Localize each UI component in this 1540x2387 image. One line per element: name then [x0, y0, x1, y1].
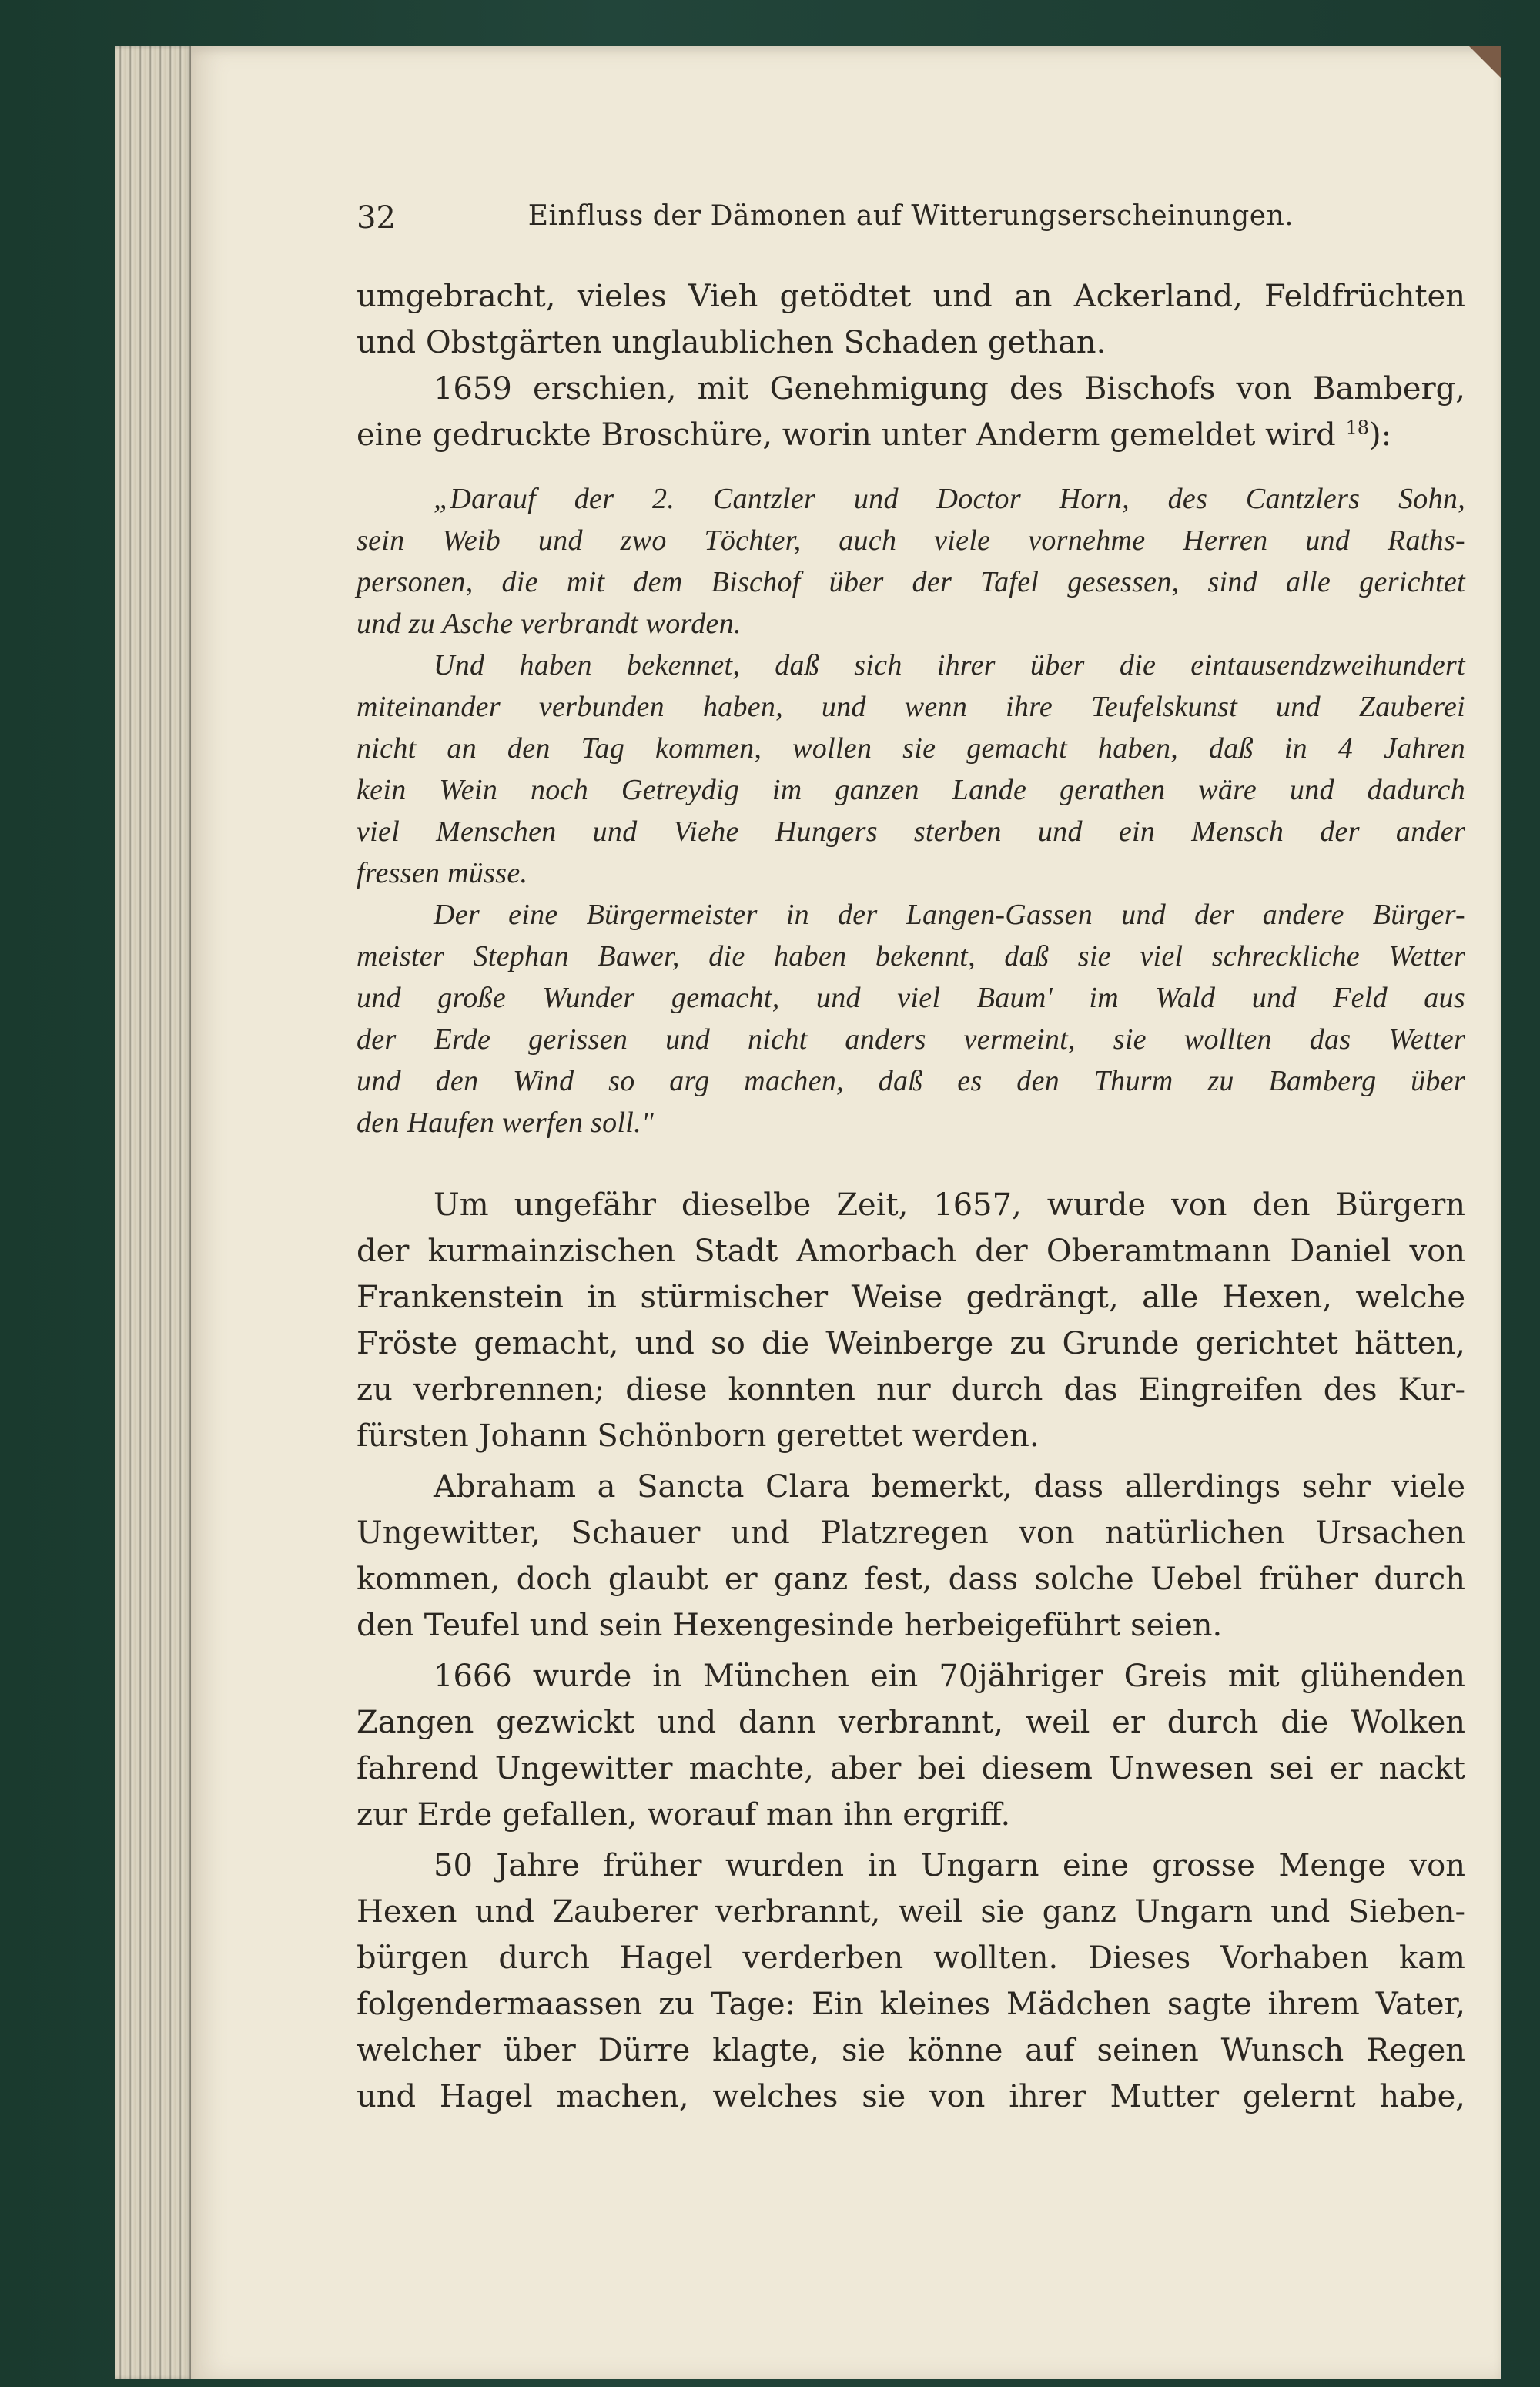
text-line: bürgen durch Hagel verderben wollten. Dieses Vorhaben kam [357, 1940, 1465, 1976]
text-line: 1666 wurde in München ein 70jähriger Greis mit glühenden [434, 1659, 1465, 1694]
text-line: und Obstgärten unglaublichen Schaden gethan. [357, 325, 1106, 360]
text-line: viel Menschen und Viehe Hungers sterben und ein Mensch der ander [357, 815, 1465, 848]
text-line: und Hagel machen, welches sie von ihrer Mutter gelernt habe, [357, 2079, 1465, 2114]
page-body [357, 273, 1465, 2120]
text-line: Frankenstein in stürmischer Weise gedrängt, alle Hexen, welche [357, 1280, 1465, 1315]
text-line: der kurmainzischen Stadt Amorbach der Oberamtmann Daniel von [357, 1234, 1465, 1269]
text-line: Ungewitter, Schauer und Platzregen von natürlichen Ursachen [357, 1515, 1465, 1551]
paragraph-1666 [357, 1653, 1465, 1838]
text-line: Und haben bekennet, daß sich ihrer über die eintausendzweihundert [434, 649, 1465, 681]
page-number: 32 [357, 200, 396, 236]
text-line: zu verbrennen; diese konnten nur durch das Eingreifen des Kur- [357, 1372, 1465, 1408]
text-line: Abraham a Sancta Clara bemerkt, dass allerdings sehr viele [434, 1469, 1465, 1505]
quote-paragraph [357, 478, 1465, 644]
text-line: „Darauf der 2. Cantzler und Doctor Horn, des Cantzlers Sohn, [434, 483, 1465, 515]
text-line: 1659 erschien, mit Genehmigung des Bischofs von Bamberg, [434, 371, 1465, 407]
text-line: welcher über Dürre klagte, sie könne auf seinen Wunsch Regen [357, 2033, 1465, 2068]
text-line: kommen, doch glaubt er ganz fest, dass solche Uebel früher durch [357, 1562, 1465, 1597]
text-line: und große Wunder gemacht, und viel Baum' im Wald und Feld aus [357, 982, 1465, 1014]
text-line: nicht an den Tag kommen, wollen sie gemacht haben, daß in 4 Jahren [357, 732, 1465, 765]
text-line: meister Stephan Bawer, die haben bekennt, daß sie viel schreckliche Wetter [357, 940, 1465, 973]
text-line: sein Weib und zwo Töchter, auch viele vornehme Herren und Raths- [357, 524, 1465, 557]
text-fragment: ): [1369, 417, 1392, 453]
text-line: Um ungefähr dieselbe Zeit, 1657, wurde von den Bürgern [434, 1187, 1465, 1223]
text-line: fürsten Johann Schönborn gerettet werden. [357, 1418, 1040, 1454]
paragraph-broschuere [357, 366, 1465, 458]
text-line: zur Erde gefallen, worauf man ihn ergriff. [357, 1797, 1011, 1833]
footnote-ref[interactable]: 18 [1345, 417, 1370, 439]
page-corner [1455, 46, 1502, 92]
book-page [191, 46, 1502, 2379]
paragraph-continuation [357, 273, 1465, 366]
quote-paragraph [357, 644, 1465, 894]
quote-paragraph [357, 894, 1465, 1143]
paragraph-amorbach [357, 1182, 1465, 1459]
text-line: Der eine Bürgermeister in der Langen-Gassen und der andere Bürger- [434, 899, 1465, 931]
paragraph-abraham [357, 1464, 1465, 1649]
text-line: fahrend Ungewitter machte, aber bei diesem Unwesen sei er nackt [357, 1751, 1465, 1786]
running-head: Einfluss der Dämonen auf Witterungserscheinungen. [527, 200, 1294, 232]
paragraph-ungarn [357, 1843, 1465, 2120]
text-line: kein Wein noch Getreydig im ganzen Lande gerathen wäre und dadurch [357, 774, 1465, 806]
text-line: folgendermaassen zu Tage: Ein kleines Mädchen sagte ihrem Vater, [357, 1987, 1465, 2022]
text-fragment: eine gedruckte Broschüre, worin unter Anderm gemeldet wird [357, 417, 1336, 453]
page-stack-edge [116, 46, 192, 2379]
text-line: miteinander verbunden haben, und wenn ihre Teufelskunst und Zauberei [357, 691, 1465, 723]
text-line: Zangen gezwickt und dann verbrannt, weil er durch die Wolken [357, 1705, 1465, 1740]
text-line [357, 412, 1465, 458]
text-line: den Teufel und sein Hexengesinde herbeigeführt seien. [357, 1608, 1223, 1643]
text-line: und zu Asche verbrandt worden. [357, 608, 742, 640]
text-line: den Haufen werfen soll." [357, 1106, 654, 1139]
text-line: Fröste gemacht, und so die Weinberge zu Grunde gerichtet hätten, [357, 1326, 1465, 1361]
text-line: Hexen und Zauberer verbrannt, weil sie ganz Ungarn und Sieben- [357, 1894, 1465, 1930]
text-line: der Erde gerissen und nicht anders vermeint, sie wollten das Wetter [357, 1023, 1465, 1056]
text-line: umgebracht, vieles Vieh getödtet und an Ackerland, Feldfrüchten [357, 279, 1465, 314]
text-line: und den Wind so arg machen, daß es den Thurm zu Bamberg über [357, 1065, 1465, 1097]
text-line: 50 Jahre früher wurden in Ungarn eine grosse Menge von [434, 1848, 1465, 1883]
text-line: fressen müsse. [357, 857, 528, 889]
text-line: personen, die mit dem Bischof über der Tafel gesessen, sind alle gerichtet [357, 566, 1465, 598]
